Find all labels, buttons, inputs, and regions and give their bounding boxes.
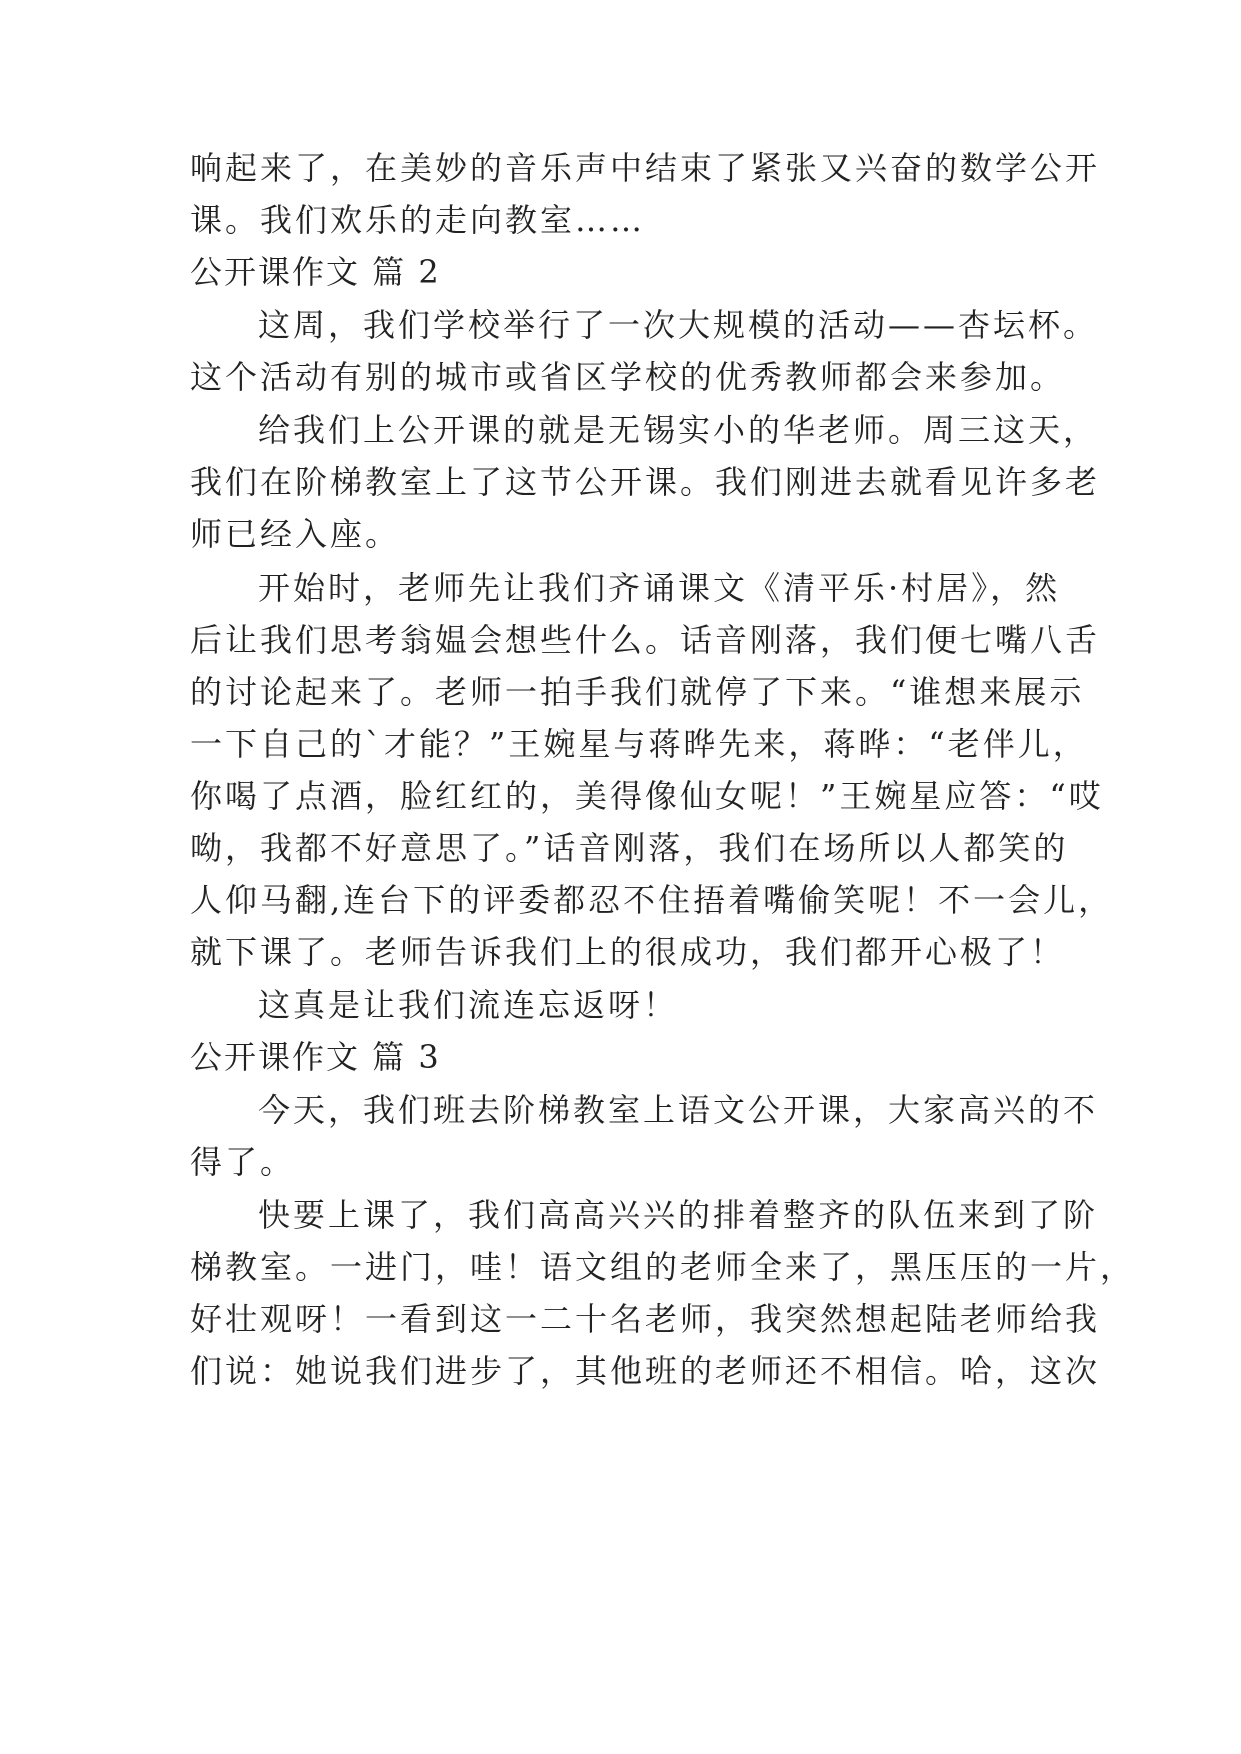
section-heading: 公开课作文 篇 2 [190,253,441,291]
text-line: 的讨论起来了。老师一拍手我们就停了下来。“谁想来展示 [190,673,1085,711]
text-line: 好壮观呀！一看到这一二十名老师，我突然想起陆老师给我 [190,1300,1101,1338]
paragraph-first-line: 这周，我们学校举行了一次大规模的活动——杏坛杯。 [258,306,1099,344]
text-line: 后让我们思考翁媪会想些什么。话音刚落，我们便七嘴八舌 [190,621,1101,659]
text-line: 得了。 [190,1143,296,1181]
paragraph-first-line: 快要上课了，我们高高兴兴的排着整齐的队伍来到了阶 [258,1196,1099,1234]
paragraph-first-line: 这真是让我们流连忘返呀！ [258,986,679,1024]
text-line: 师已经入座。 [190,515,401,553]
paragraph-first-line: 今天，我们班去阶梯教室上语文公开课，大家高兴的不 [258,1091,1099,1129]
text-line: 这个活动有别的城市或省区学校的优秀教师都会来参加。 [190,358,1066,396]
paragraph-first-line: 开始时，老师先让我们齐诵课文《清平乐·村居》，然 [258,569,1061,607]
text-line: 课。我们欢乐的走向教室…… [190,201,646,239]
text-line: 我们在阶梯教室上了这节公开课。我们刚进去就看见许多老 [190,463,1101,501]
text-line: 你喝了点酒，脸红红的，美得像仙女呢！”王婉星应答：“哎 [190,777,1104,815]
paragraph-first-line: 给我们上公开课的就是无锡实小的华老师。周三这天， [258,411,1099,449]
text-line: 响起来了，在美妙的音乐声中结束了紧张又兴奋的数学公开 [190,149,1101,187]
text-line: 梯教室。一进门，哇！语文组的老师全来了，黑压压的一片， [190,1248,1136,1286]
text-line: 就下课了。老师告诉我们上的很成功，我们都开心极了！ [190,933,1066,971]
text-line: 一下自己的`才能？”王婉星与蒋晔先来，蒋晔：“老伴儿， [190,725,1088,763]
text-line: 呦，我都不好意思了。”话音刚落，我们在场所以人都笑的 [190,829,1069,867]
section-heading: 公开课作文 篇 3 [190,1038,441,1076]
text-line: 们说：她说我们进步了，其他班的老师还不相信。哈，这次 [190,1352,1101,1390]
text-line: 人仰马翻,连台下的评委都忍不住捂着嘴偷笑呢！不一会儿， [190,881,1114,919]
